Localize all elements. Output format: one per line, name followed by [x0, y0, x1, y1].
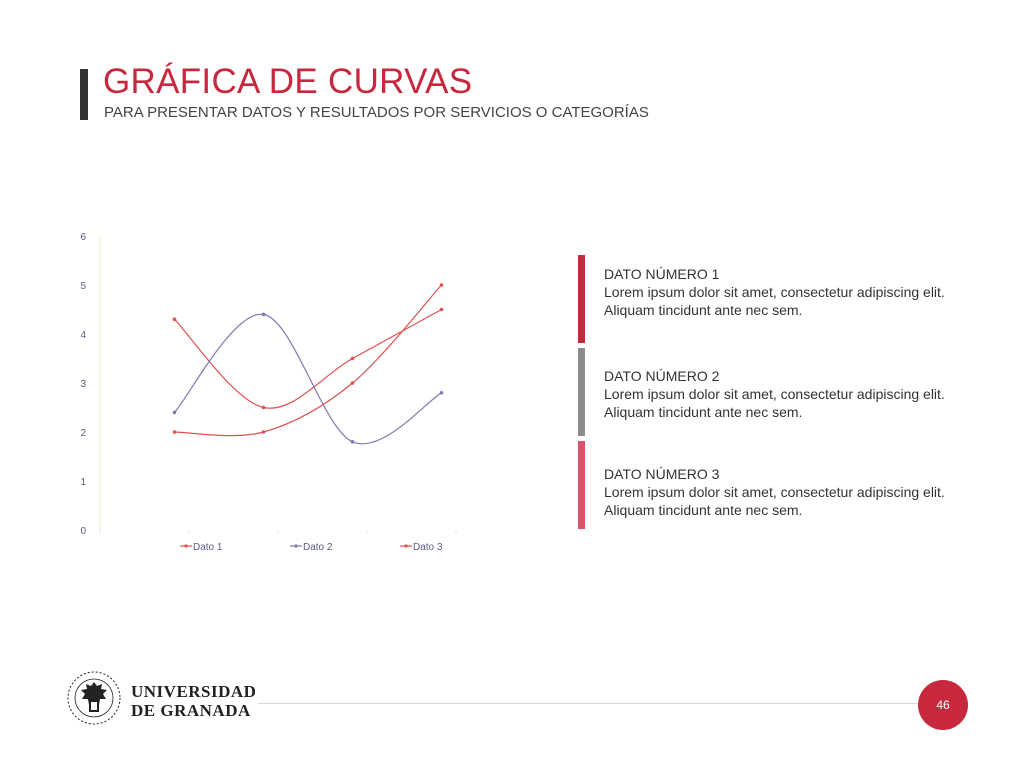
legend-marker	[404, 544, 407, 547]
legend-label: Dato 2	[303, 542, 333, 553]
data-point	[440, 308, 444, 312]
data-point	[351, 440, 355, 444]
y-tick-label: 1	[80, 477, 86, 488]
info-body: Lorem ipsum dolor sit amet, consectetur adipiscing elit. Aliquam tincidunt ante nec sem.	[604, 386, 945, 420]
legend-label: Dato 1	[193, 542, 223, 553]
series-line-1	[175, 310, 442, 409]
y-tick-label: 2	[80, 428, 86, 439]
info-body: Lorem ipsum dolor sit amet, consectetur adipiscing elit. Aliquam tincidunt ante nec sem.	[604, 284, 945, 318]
legend-marker	[294, 544, 297, 547]
data-point	[262, 406, 266, 410]
title-accent-bar	[80, 69, 88, 120]
info-body: Lorem ipsum dolor sit amet, consectetur adipiscing elit. Aliquam tincidunt ante nec sem.	[604, 484, 945, 518]
y-tick-label: 4	[80, 330, 86, 341]
university-seal-icon	[66, 670, 122, 726]
data-point	[262, 430, 266, 434]
series-line-3	[175, 285, 442, 436]
info-color-bar	[578, 255, 585, 343]
info-title: DATO NÚMERO 3	[604, 466, 720, 482]
logo-line-1: UNIVERSIDAD	[131, 682, 257, 701]
info-title: DATO NÚMERO 1	[604, 266, 720, 282]
legend-label: Dato 3	[413, 542, 443, 553]
data-point	[351, 381, 355, 385]
line-chart	[70, 222, 590, 562]
y-tick-label: 0	[80, 526, 86, 537]
y-tick-label: 6	[80, 232, 86, 243]
info-color-bar	[578, 348, 585, 436]
university-logo	[66, 668, 266, 728]
page-subtitle: PARA PRESENTAR DATOS Y RESULTADOS POR SERVICIOS O CATEGORÍAS	[104, 104, 649, 121]
info-item-1	[578, 255, 998, 343]
info-title: DATO NÚMERO 2	[604, 368, 720, 384]
data-point	[351, 357, 355, 361]
y-tick-label: 5	[80, 281, 86, 292]
data-point	[173, 318, 177, 322]
info-item-3	[578, 441, 998, 529]
legend-marker	[184, 544, 187, 547]
series-line-2	[175, 314, 442, 444]
page-number-badge: 46	[918, 680, 968, 730]
data-point	[173, 411, 177, 415]
y-tick-label: 3	[80, 379, 86, 390]
footer-divider	[258, 703, 918, 704]
logo-line-2: DE GRANADA	[131, 701, 251, 720]
data-point	[440, 283, 444, 287]
info-color-bar	[578, 441, 585, 529]
data-point	[173, 430, 177, 434]
data-point	[440, 391, 444, 395]
page-title: GRÁFICA DE CURVAS	[103, 62, 473, 101]
info-item-2	[578, 348, 998, 436]
data-point	[262, 313, 266, 317]
